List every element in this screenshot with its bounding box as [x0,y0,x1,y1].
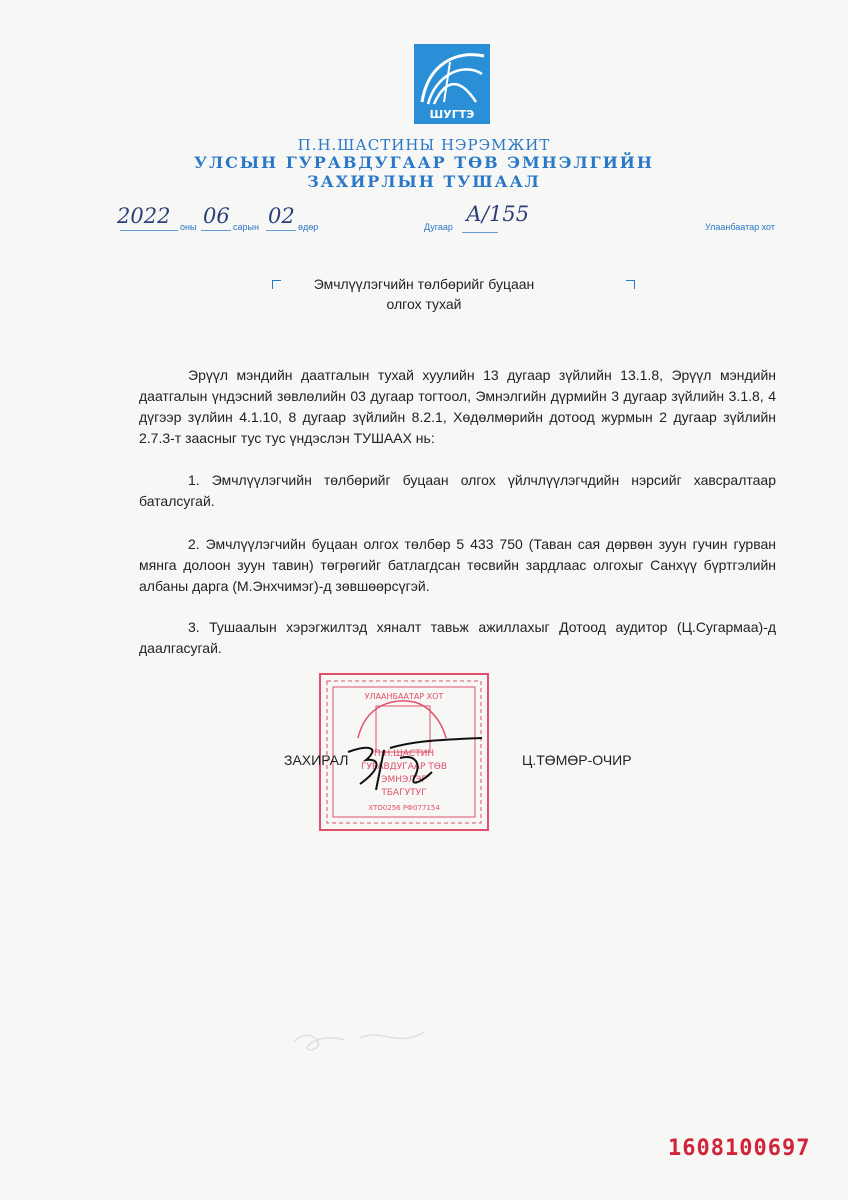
order-item-2: 2. Эмчлүүлэгчийн буцаан олгох төлбөр 5 433 750 (Таван сая дөрвөн зуун гучин гурван мянга долоон зуун тавин) төгрөгийг батлагдсан төсвийн зардлаас олгохыг Санхүү бүртгэлийн албаны дарга (М.Энхчимэг)-д зөвшөөрсүгэй. [139,536,776,594]
number-label: Дугаар [424,222,453,232]
preamble-paragraph: Эрүүл мэндийн даатгалын тухай хуулийн 13 дугаар зүйлийн 13.1.8, Эрүүл мэндийн даатгалын үндэсний зөвлөлийн 03 дугаар тогтоол, Эмнэлгийн дүрмийн 3 дугаар зүйлийн 3.1.8, 4 дүгээр зүлйин 4.1.10, 8 дугаар зүйлийн 8.2.1, Хөдөлмөрийн дотоод журмын 2 дугаар зүйлийн 2.7.3-т заасныг тус тус үндэслэн ТУШААХ нь: [139,367,776,446]
order-number: А/155 [466,202,530,226]
header-line-1: П.Н.ШАСТИНЫ НЭРЭМЖИТ [297,136,551,154]
stamp-bottom-text: ХТО0256 РФ077154 [368,804,440,812]
serial-number: 1608100697 [668,1136,811,1161]
stamp-text-4: ТБАГУТУГ [381,788,427,798]
day-underline [266,230,296,231]
year-underline [120,230,178,231]
signatory-position: ЗАХИРАЛ [284,752,349,768]
document-title-line-2: олгох тухай [386,296,462,312]
order-item-1: 1. Эмчлүүлэгчийн төлбөрийг буцаан олгох үйлчлүүлэгчдийн нэрсийг хавсралтаар баталсугай. [139,472,776,509]
city-label: Улаанбаатар хот [705,222,775,232]
number-underline [462,232,498,233]
stamp-text-1: П.Н.ШАСТИН [373,749,435,759]
header-line-3: ЗАХИРЛЫН ТУШААЛ [307,172,541,191]
month-label: сарын [233,222,259,232]
month-underline [201,230,231,231]
header-line-2: УЛСЫН ГУРАВДУГААР ТӨВ ЭМНЭЛГИЙН [193,153,655,172]
order-item-3: 3. Тушаалын хэрэгжилтэд хяналт тавьж ажиллахыг Дотоод аудитор (Ц.Сугармаа)-д даалгасугай. [139,619,776,656]
document-title-line-1: Эмчлүүлэгчийн төлбөрийг буцаан [313,276,535,292]
stamp-top-text: УЛААНБААТАР ХОТ [364,692,444,701]
hospital-logo [414,44,490,124]
signatory-name: Ц.ТӨМӨР-ОЧИР [522,752,632,768]
date-month: 06 [203,204,230,228]
handwritten-signature [340,734,490,794]
year-label: оны [180,222,197,232]
stamp-text-2: ГУРАВДУГААР ТӨВ [360,762,448,772]
logo-text: ШУГТЭ [429,108,475,121]
date-day: 02 [268,204,295,228]
stamp-text-3: ЭМНЭЛЭГ [381,775,427,785]
date-year: 2022 [117,204,171,228]
day-label: өдөр [298,222,319,232]
bleed-through-signatures [290,1018,430,1058]
